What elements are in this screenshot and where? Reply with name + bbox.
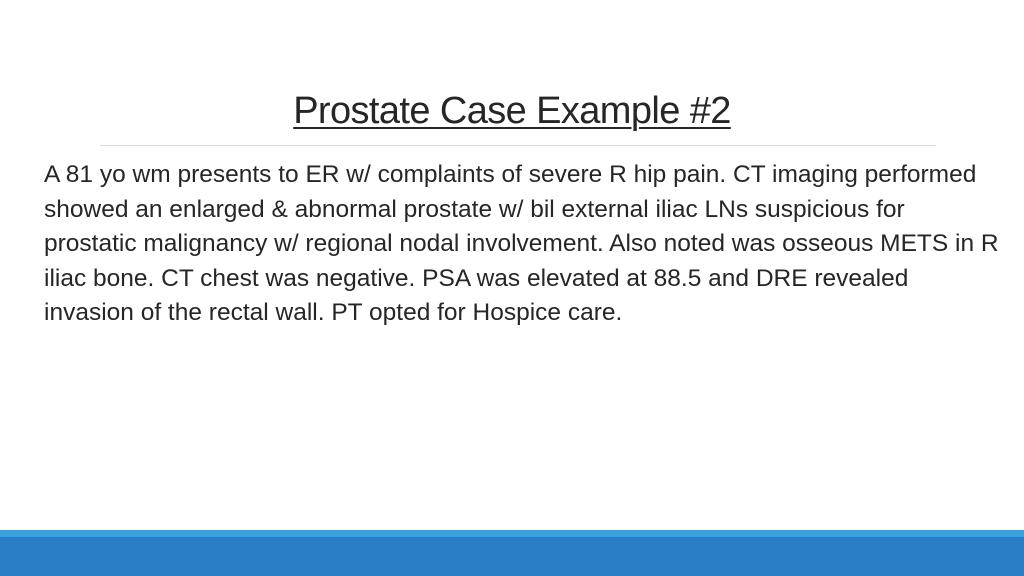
slide-body-text: A 81 yo wm presents to ER w/ complaints of severe R hip pain. CT imaging performed showed an enlarged & abnormal prostate w/ bil external iliac LNs suspicious for prostatic malignancy w/ regional nodal involvement. Also noted was osseous METS in R iliac bone. CT chest was negative. PSA was elevated at 88.5 and DRE revealed invasion of the rectal wall. PT opted for Hospice care. xyxy=(44,161,999,326)
bottom-accent-stripe xyxy=(0,530,1024,537)
title-divider xyxy=(100,145,936,146)
bottom-accent-bar xyxy=(0,537,1024,576)
slide-title: Prostate Case Example #2 xyxy=(293,90,731,132)
